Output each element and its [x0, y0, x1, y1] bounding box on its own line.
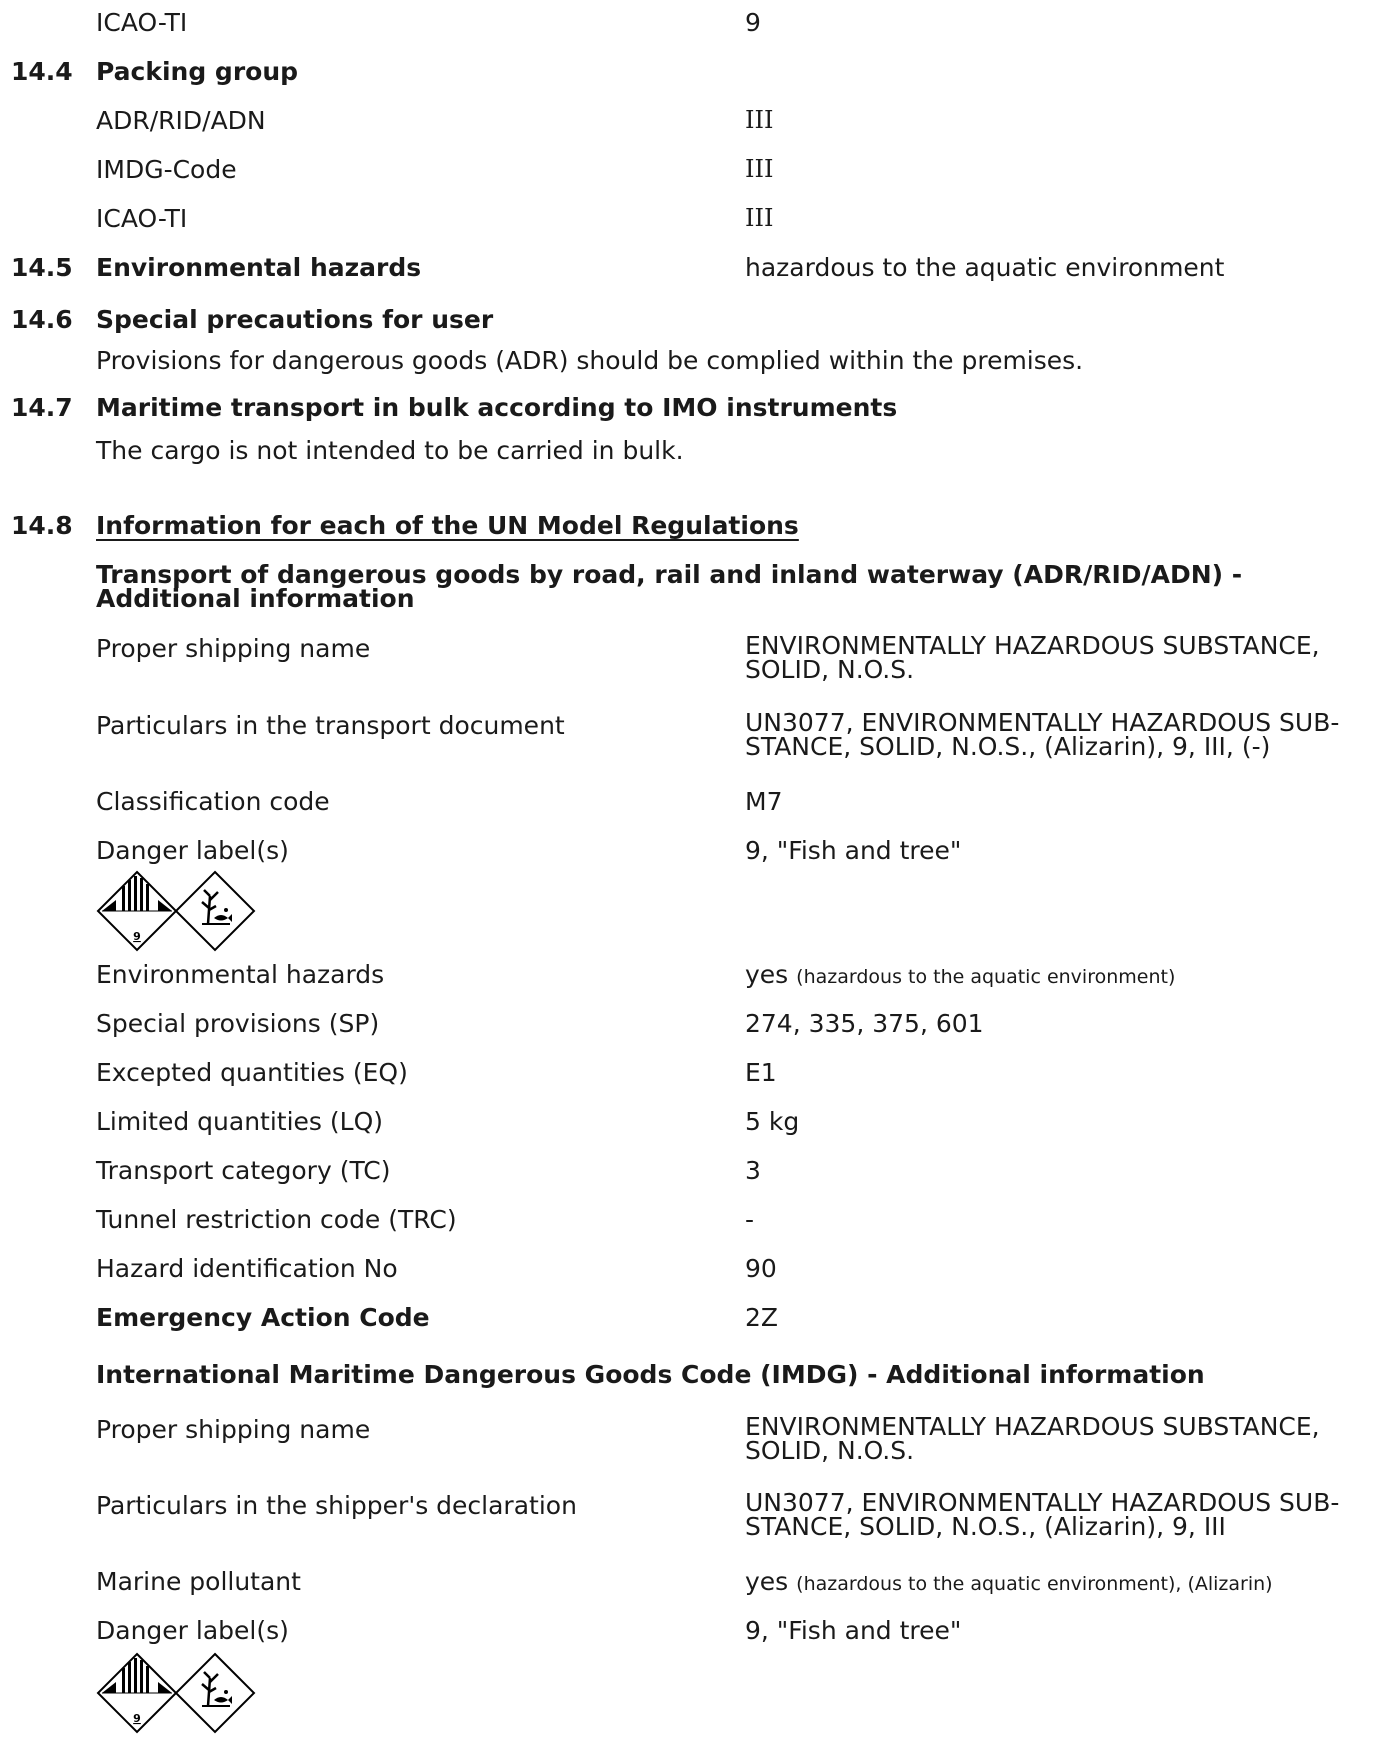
row-label: Hazard identification No	[96, 1254, 398, 1283]
row-label: Proper shipping name	[96, 634, 371, 663]
row-label: Emergency Action Code	[96, 1303, 430, 1332]
row-value: ENVIRONMENTALLY HAZARDOUS SUBSTANCE, SOLID, N.O.S.	[745, 631, 1320, 684]
row-label: Particulars in the shipper's declaration	[96, 1491, 577, 1520]
row-label: ADR/RID/ADN	[96, 106, 266, 135]
section-number: 14.5	[11, 253, 73, 282]
row-label: Limited quantities (LQ)	[96, 1107, 384, 1136]
icao-ti-label: ICAO-TI	[96, 8, 188, 37]
section-text: Provisions for dangerous goods (ADR) should be complied within the premises.	[96, 346, 1084, 375]
row-value: ENVIRONMENTALLY HAZARDOUS SUBSTANCE, SOLID, N.O.S.	[745, 1412, 1320, 1465]
row-label: Classification code	[96, 787, 330, 816]
row-value: 274, 335, 375, 601	[745, 1009, 984, 1038]
row-value: 2Z	[745, 1303, 779, 1332]
class-9-hazard-icon	[96, 1652, 178, 1734]
row-label: Danger label(s)	[96, 836, 289, 865]
row-label: Excepted quantities (EQ)	[96, 1058, 408, 1087]
row-value: UN3077, ENVIRONMENTALLY HAZARDOUS SUB-STANCE, SOLID, N.O.S., (Alizarin), 9, III, (-)	[745, 708, 1340, 761]
row-value: III	[745, 155, 774, 183]
class-9-number: 9	[133, 1712, 141, 1725]
icao-ti-value: 9	[745, 8, 761, 37]
row-value: 90	[745, 1254, 777, 1283]
imdg-heading: International Maritime Dangerous Goods Code (IMDG) - Additional information	[96, 1360, 1205, 1389]
row-label: Particulars in the transport document	[96, 711, 565, 740]
row-value: M7	[745, 787, 783, 816]
adr-heading: Transport of dangerous goods by road, rail and inland waterway (ADR/RID/ADN) - Additional information	[96, 560, 1243, 613]
row-value: 3	[745, 1156, 761, 1185]
row-value: -	[745, 1205, 755, 1234]
section-value: hazardous to the aquatic environment	[745, 253, 1225, 282]
section-number: 14.7	[11, 393, 73, 422]
row-value: 5 kg	[745, 1107, 800, 1136]
class-9-number: 9	[133, 930, 141, 943]
row-label: Tunnel restriction code (TRC)	[96, 1205, 457, 1234]
section-number: 14.8	[11, 511, 73, 540]
section-title: Environmental hazards	[96, 253, 422, 282]
section-title: Maritime transport in bulk according to IMO instruments	[96, 393, 898, 422]
row-value: III	[745, 106, 774, 134]
row-value: E1	[745, 1058, 777, 1087]
section-title: Information for each of the UN Model Regulations	[96, 511, 799, 540]
section-number: 14.4	[11, 57, 73, 86]
class-9-hazard-icon	[96, 870, 178, 952]
row-label: Special provisions (SP)	[96, 1009, 380, 1038]
fish-and-tree-icon	[174, 870, 256, 952]
row-value: 9, "Fish and tree"	[745, 836, 962, 865]
section-text: The cargo is not intended to be carried in bulk.	[96, 436, 684, 465]
section-title: Packing group	[96, 57, 299, 86]
row-label: Proper shipping name	[96, 1415, 371, 1444]
row-label: Danger label(s)	[96, 1616, 289, 1645]
row-value: 9, "Fish and tree"	[745, 1616, 962, 1645]
section-title: Special precautions for user	[96, 305, 494, 334]
row-value: yes (hazardous to the aquatic environment), (Alizarin)	[745, 1567, 1273, 1596]
row-value: III	[745, 204, 774, 232]
section-number: 14.6	[11, 305, 73, 334]
row-value: UN3077, ENVIRONMENTALLY HAZARDOUS SUB-STANCE, SOLID, N.O.S., (Alizarin), 9, III	[745, 1488, 1340, 1541]
row-label: ICAO-TI	[96, 204, 188, 233]
row-label: Marine pollutant	[96, 1567, 301, 1596]
row-label: Transport category (TC)	[96, 1156, 391, 1185]
row-label: IMDG-Code	[96, 155, 237, 184]
fish-and-tree-icon	[174, 1652, 256, 1734]
row-label: Environmental hazards	[96, 960, 385, 989]
row-value: yes (hazardous to the aquatic environment)	[745, 960, 1176, 989]
